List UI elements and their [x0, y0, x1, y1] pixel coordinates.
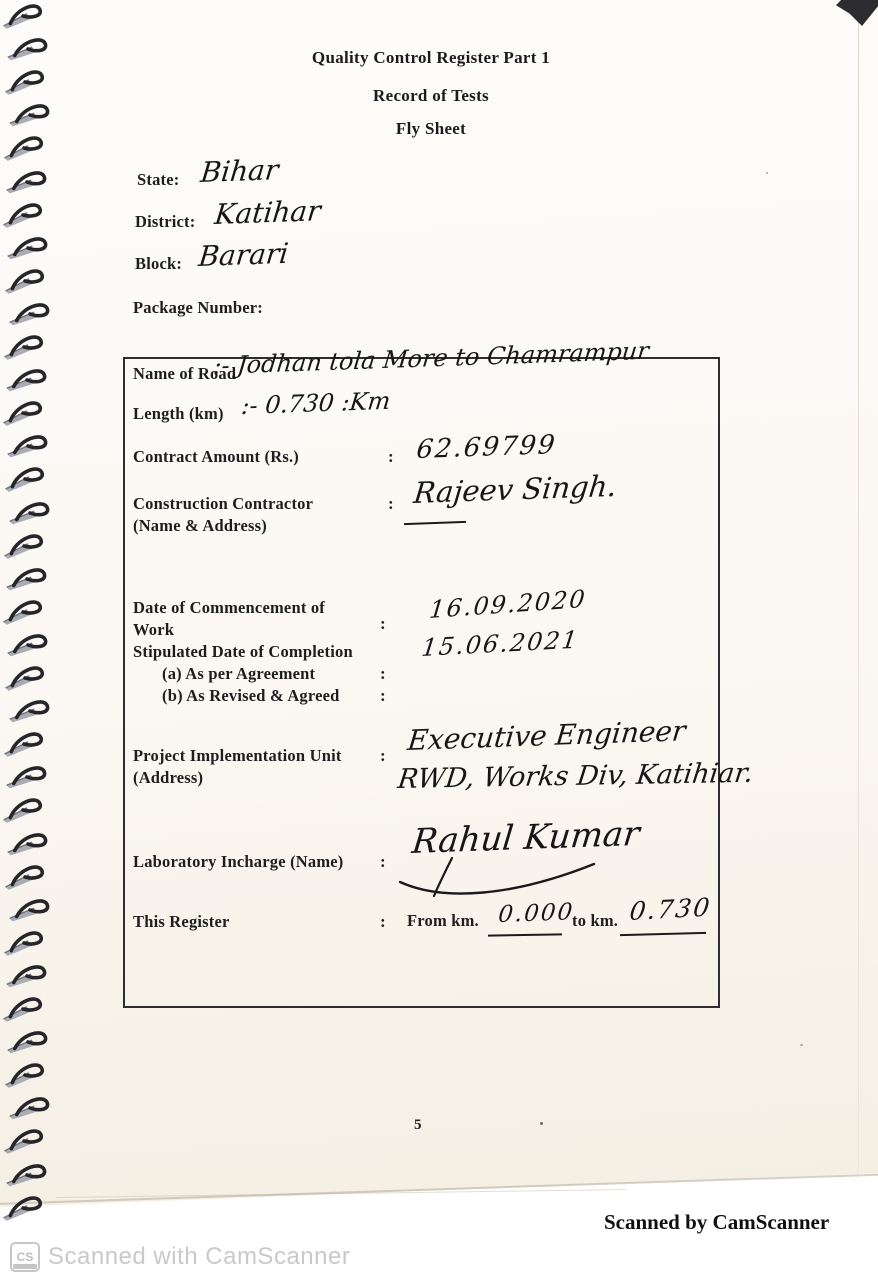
- completion-label: Stipulated Date of Completion: [133, 642, 353, 661]
- package-number-label: Package Number:: [133, 298, 263, 317]
- page-title: Quality Control Register Part 1: [311, 48, 551, 67]
- scanned-with-watermark: Scanned with CamScanner: [48, 1243, 351, 1270]
- spiral-coil-icon: [2, 533, 45, 559]
- spiral-coil-icon: [6, 367, 49, 392]
- spiral-coil-icon: [3, 665, 46, 691]
- ink-speck: [800, 1044, 803, 1046]
- commencement-label2: Work: [133, 620, 175, 639]
- spiral-coil-icon: [9, 897, 52, 922]
- spiral-coil-icon: [6, 169, 49, 194]
- camscanner-cs-icon: CS: [10, 1242, 40, 1272]
- lab-incharge-signature-handwritten: Rahul Kumar: [410, 813, 642, 862]
- piu-label2: (Address): [133, 768, 204, 787]
- district-value-handwritten: Katihar: [213, 194, 323, 231]
- length-value-handwritten: :- 0.730 :Km: [240, 386, 392, 420]
- signature-flourish: [394, 856, 604, 900]
- spiral-coil-icon: [7, 1029, 50, 1054]
- contract-amount-label: Contract Amount (Rs.): [133, 447, 299, 466]
- spiral-coil-icon: [6, 1162, 49, 1187]
- spiral-coil-icon: [1, 3, 44, 29]
- register-to-label: to km.: [572, 911, 619, 930]
- spiral-coil-icon: [7, 235, 50, 260]
- spiral-coil-icon: [7, 632, 50, 657]
- piu-label: Project Implementation Unit: [133, 746, 342, 765]
- spiral-coil-icon: [1, 996, 44, 1022]
- spiral-coil-icon: [2, 731, 45, 757]
- completion-a-colon: :: [380, 664, 386, 683]
- spiral-coil-icon: [1, 1195, 44, 1221]
- spiral-coil-icon: [9, 698, 52, 723]
- contract-amount-colon: :: [388, 447, 394, 466]
- spiral-coil-icon: [6, 963, 49, 988]
- spiral-coil-icon: [9, 1096, 52, 1121]
- spiral-coil-icon: [9, 500, 52, 525]
- district-label: District:: [135, 212, 196, 231]
- spiral-coil-icon: [7, 434, 50, 459]
- register-label: This Register: [133, 912, 230, 931]
- completion-value-handwritten: 15.06.2021: [420, 625, 581, 662]
- length-label: Length (km): [133, 404, 224, 423]
- spiral-coil-icon: [2, 135, 45, 161]
- completion-a-label: (a) As per Agreement: [162, 664, 316, 683]
- lab-incharge-label: Laboratory Incharge (Name): [133, 852, 344, 871]
- spiral-coil-icon: [3, 1062, 46, 1088]
- spiral-coil-icon: [1, 202, 44, 228]
- spiral-coil-icon: [2, 334, 45, 360]
- spiral-coil-icon: [6, 765, 49, 790]
- sheet-name: Fly Sheet: [395, 119, 467, 138]
- block-value-handwritten: Barari: [197, 236, 291, 273]
- spiral-coil-icon: [3, 864, 46, 890]
- paper-right-edge: [858, 22, 859, 1174]
- page-subtitle: Record of Tests: [373, 86, 489, 105]
- contractor-value-handwritten: Rajeev Singh.: [412, 468, 619, 510]
- state-label: State:: [137, 170, 180, 189]
- spiral-coil-icon: [3, 268, 46, 294]
- lab-incharge-colon: :: [380, 852, 386, 871]
- contractor-label: Construction Contractor: [133, 494, 314, 513]
- spiral-coil-icon: [1, 599, 44, 625]
- spiral-coil-icon: [9, 301, 52, 326]
- contract-amount-value-handwritten: 62.69799: [415, 429, 559, 465]
- spiral-coil-icon: [6, 566, 49, 591]
- name-of-road-label: Name of Road: [133, 364, 237, 383]
- piu-colon: :: [380, 746, 386, 765]
- scanned-by-watermark: Scanned by CamScanner: [604, 1210, 830, 1234]
- camscanner-bar: [10, 1242, 350, 1272]
- commencement-value-handwritten: 16.09.2020: [428, 584, 589, 624]
- ink-speck: [766, 172, 768, 174]
- completion-b-colon: :: [380, 686, 386, 705]
- spiral-coil-icon: [2, 930, 45, 956]
- page-number: 5: [414, 1117, 422, 1133]
- spiral-coil-icon: [1, 797, 44, 823]
- state-value-handwritten: Bihar: [199, 153, 281, 189]
- spiral-coil-icon: [7, 831, 50, 856]
- name-of-road-value-handwritten: :- Jodhan tola More to Chamrampur: [212, 336, 651, 380]
- block-label: Block:: [135, 254, 183, 273]
- contractor-label2: (Name & Address): [133, 516, 267, 535]
- contractor-colon: :: [388, 494, 394, 513]
- piu-value-line1-handwritten: Executive Engineer: [406, 714, 688, 757]
- register-from-value-handwritten: 0.000: [497, 899, 576, 928]
- commencement-colon: :: [380, 614, 386, 633]
- ink-speck: [540, 1122, 543, 1125]
- spiral-coil-icon: [1, 400, 44, 426]
- register-from-label: From km.: [407, 911, 479, 930]
- register-to-value-handwritten: 0.730: [628, 892, 714, 926]
- completion-b-label: (b) As Revised & Agreed: [162, 686, 340, 705]
- commencement-label: Date of Commencement of: [133, 598, 325, 617]
- spiral-coil-icon: [3, 466, 46, 492]
- register-colon: :: [380, 912, 386, 931]
- spiral-coil-icon: [2, 1128, 45, 1154]
- piu-value-line2-handwritten: RWD, Works Div, Katihiar.: [396, 757, 755, 795]
